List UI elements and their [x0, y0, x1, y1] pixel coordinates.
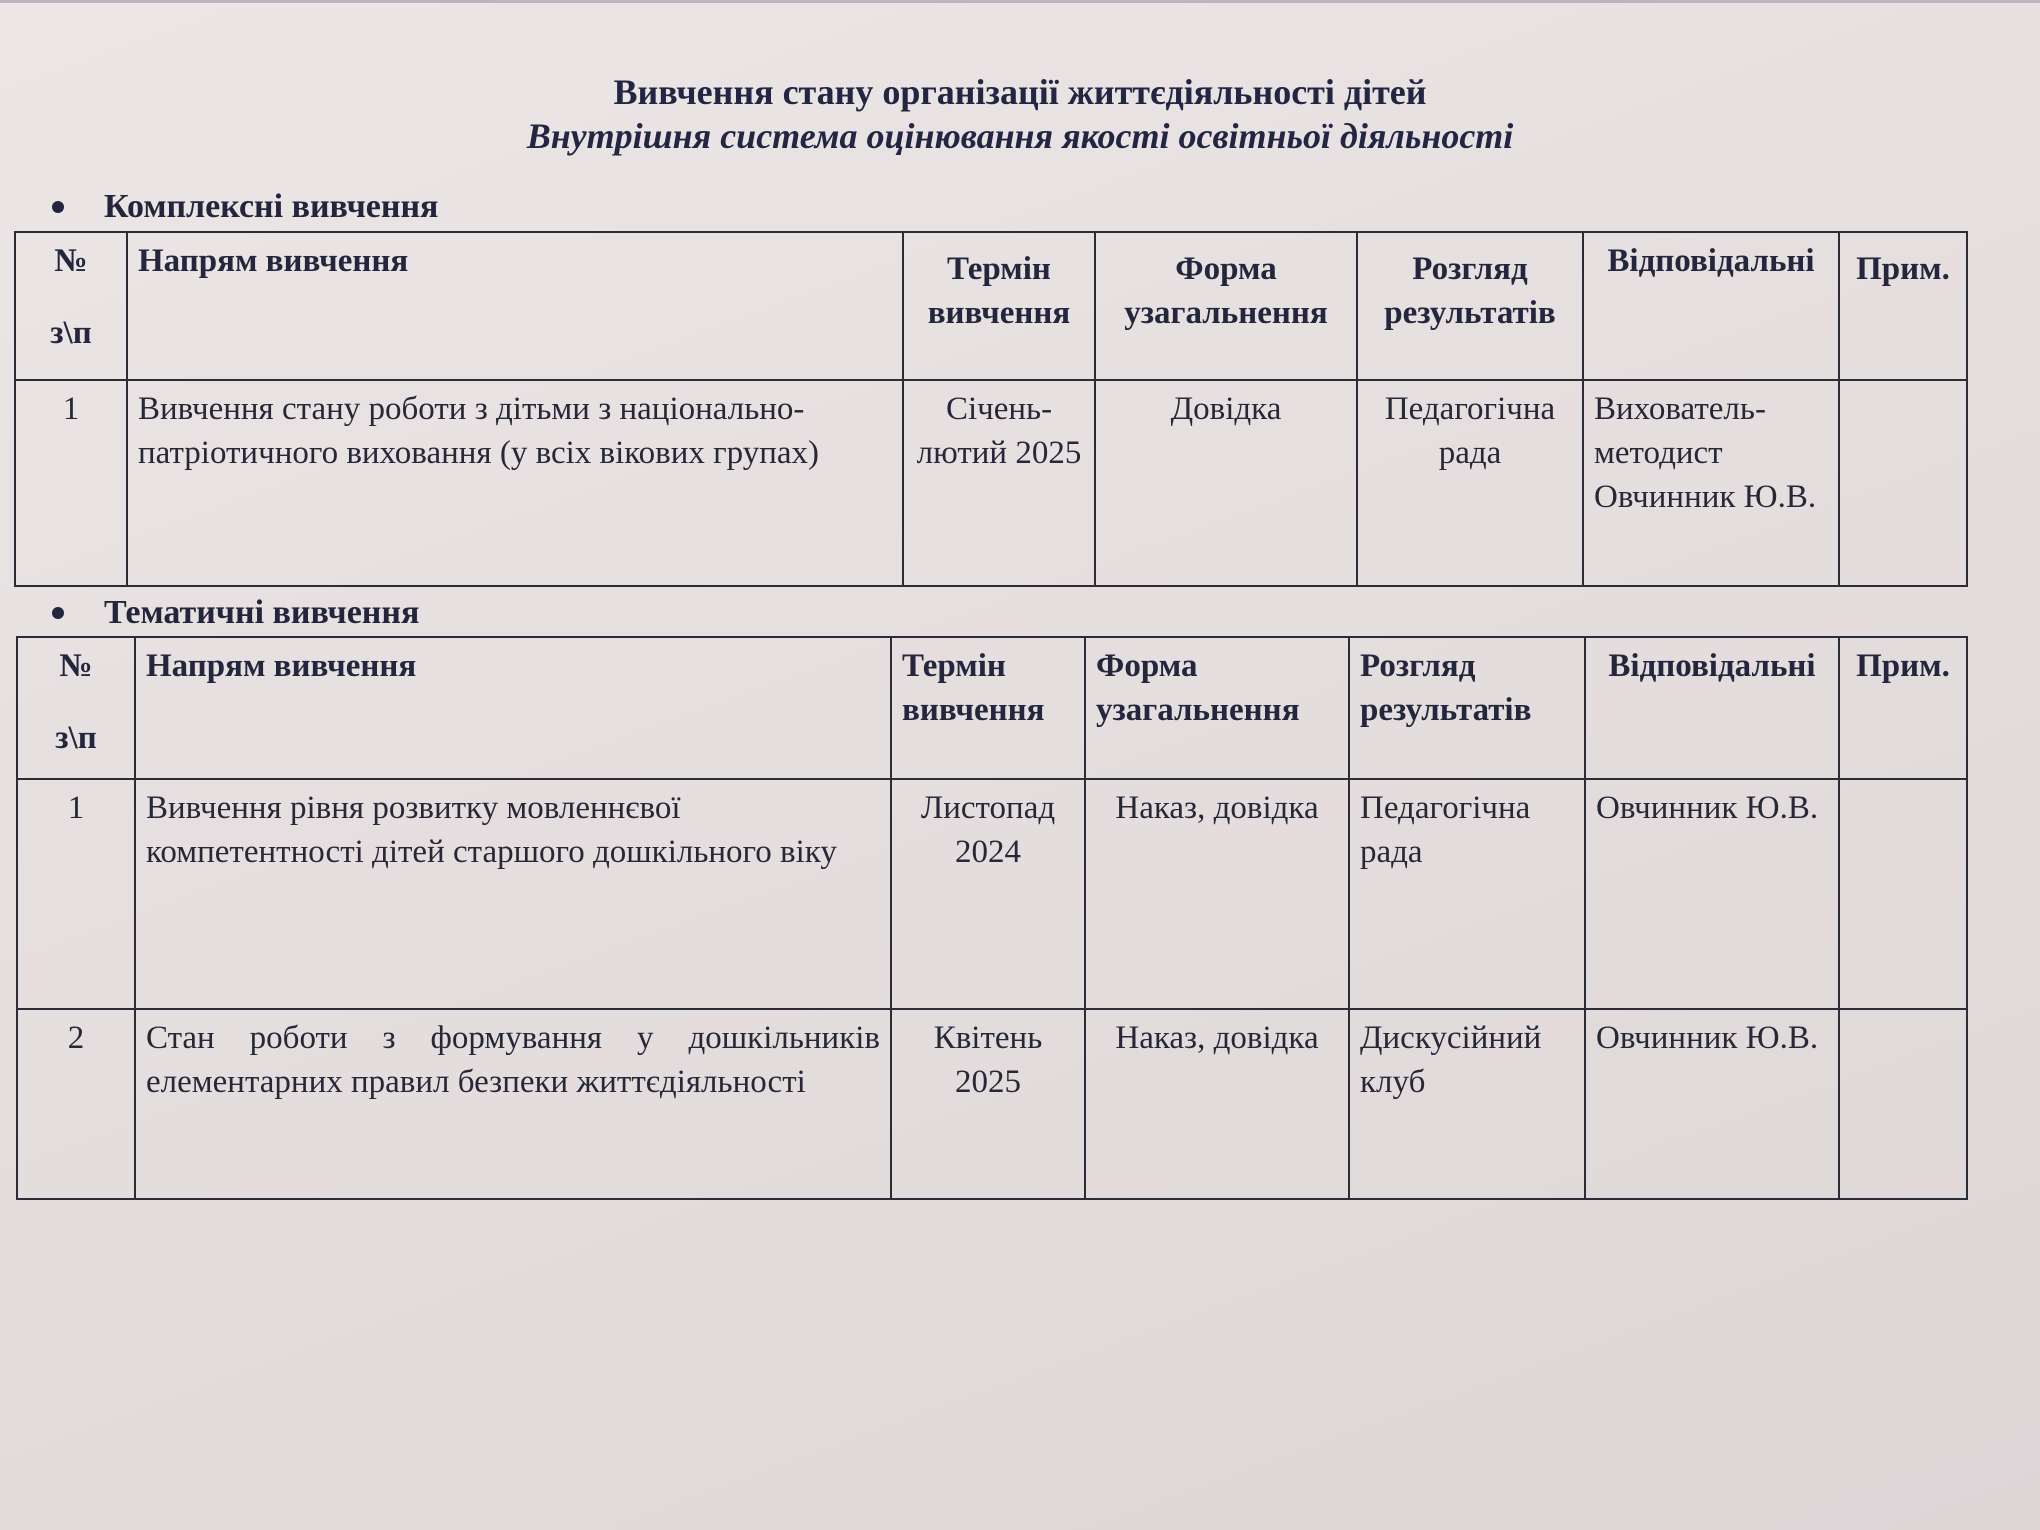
header-number-symbol: №	[54, 243, 88, 279]
document-title: Вивчення стану організації життєдіяльності дітей	[613, 72, 1427, 112]
thematic-studies-table	[16, 636, 1968, 1200]
complex-studies-table	[14, 231, 1968, 587]
section-heading-complex	[52, 187, 438, 227]
header-review: Розгляд результатів	[1357, 232, 1583, 380]
cell-number: 1	[15, 380, 127, 586]
cell-direction: Вивчення рівня розвитку мовленнєвої компетентності дітей старшого дошкільного віку	[135, 779, 891, 1009]
header-term: Термін вивчення	[903, 232, 1095, 380]
cell-number: 1	[17, 779, 135, 1009]
header-direction: Напрям вивчення	[127, 232, 903, 380]
cell-note	[1839, 1009, 1967, 1199]
section-heading-label: Тематичні вивчення	[104, 594, 420, 631]
header-number-abbr: з\п	[55, 720, 97, 756]
header-responsible: Відповідальні	[1585, 637, 1839, 779]
table-row	[17, 779, 1967, 1009]
document-subtitle: Внутрішня система оцінювання якості освітньої діяльності	[526, 116, 1514, 156]
header-note: Прим.	[1839, 637, 1967, 779]
cell-direction: Вивчення стану роботи з дітьми з національно-патріотичного виховання (у всіх вікових групах)	[127, 380, 903, 586]
section-heading-thematic	[52, 593, 419, 633]
cell-review: Педагогічна рада	[1357, 380, 1583, 586]
cell-term: Січень-лютий 2025	[903, 380, 1095, 586]
header-term: Термін вивчення	[891, 637, 1085, 779]
table-row	[17, 1009, 1967, 1199]
section-heading-label: Комплексні вивчення	[104, 188, 439, 225]
page-top-edge	[0, 0, 2040, 3]
table-header-row	[15, 232, 1967, 380]
header-note: Прим.	[1839, 232, 1967, 380]
header-number	[17, 637, 135, 779]
cell-note	[1839, 779, 1967, 1009]
cell-term: Квітень 2025	[891, 1009, 1085, 1199]
header-number-abbr: з\п	[50, 315, 92, 351]
table-row	[15, 380, 1967, 586]
header-number	[15, 232, 127, 380]
cell-term: Листопад 2024	[891, 779, 1085, 1009]
header-direction: Напрям вивчення	[135, 637, 891, 779]
cell-form: Наказ, довідка	[1085, 1009, 1349, 1199]
cell-note	[1839, 380, 1967, 586]
bullet-icon	[52, 607, 64, 619]
cell-review: Дискусійний клуб	[1349, 1009, 1585, 1199]
cell-review: Педагогічна рада	[1349, 779, 1585, 1009]
header-number-symbol: №	[59, 648, 93, 684]
cell-responsible: Вихователь-методист Овчинник Ю.В.	[1583, 380, 1839, 586]
cell-responsible: Овчинник Ю.В.	[1585, 779, 1839, 1009]
cell-form: Наказ, довідка	[1085, 779, 1349, 1009]
header-form: Форма узагальнення	[1085, 637, 1349, 779]
bullet-icon	[52, 201, 64, 213]
cell-form: Довідка	[1095, 380, 1357, 586]
header-form: Форма узагальнення	[1095, 232, 1357, 380]
cell-direction: Стан роботи з формування у дошкільників елементарних правил безпеки життєдіяльності	[135, 1009, 891, 1199]
cell-number: 2	[17, 1009, 135, 1199]
header-responsible: Відповідальні	[1583, 232, 1839, 380]
table-header-row	[17, 637, 1967, 779]
cell-responsible: Овчинник Ю.В.	[1585, 1009, 1839, 1199]
header-review: Розгляд результатів	[1349, 637, 1585, 779]
